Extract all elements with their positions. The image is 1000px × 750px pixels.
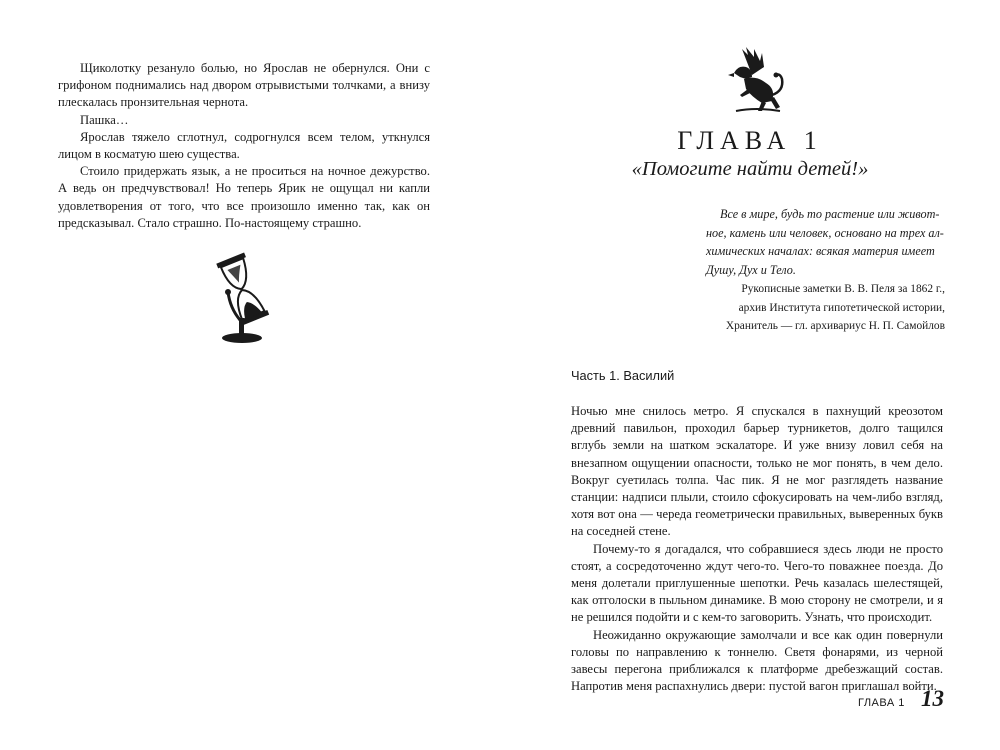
paragraph: Ярослав тяжело сглотнул, содрогнулся всем телом, уткнулся лицом в косматую шею существа. (58, 129, 430, 162)
paragraph: Ночью мне снилось метро. Я спускался в пахнущий креозотом древний павильон, проходил барьер турникетов, долго тащился вглубь земли на шатком эскалаторе. И уже внизу ловил себя на внезапном ощущении опасности, только не мог понять, в чем дело. Вокруг суетилась толпа. Час пик. Я не мог разглядеть название станции: надписи плыли, стоило сфокусировать на чем-либо взгляд, хотя вот она — череда геометрически правильных, выверенных букв на соседней стене. (571, 404, 943, 539)
epigraph (678, 205, 948, 279)
chapter-title: «Помогите найти детей!» (631, 158, 869, 180)
griffin-icon (722, 45, 788, 115)
epigraph-line: химических началах: всякая материя имеет (706, 244, 935, 258)
epigraph-source (625, 280, 945, 336)
page-number: 13 (921, 686, 944, 711)
right-body-text (571, 403, 943, 695)
epigraph-line: Все в мире, будь то растение или живот- (720, 207, 940, 221)
part-title: Часть 1. Василий (571, 368, 675, 383)
paragraph: Щиколотку резануло болью, но Ярослав не обернулся. Они с грифоном поднимались над двором отрывистыми толчками, а внизу плескалась пронзительная чернота. (58, 61, 430, 110)
source-line: Рукописные заметки В. В. Пеля за 1862 г., (741, 283, 945, 295)
chapter-number: ГЛАВА 1 (677, 126, 823, 155)
paragraph: Пашка… (80, 112, 129, 127)
paragraph: Стоило придержать язык, а не проситься на ночное дежурство. А ведь он предчувствовал! Но теперь Ярик не ощущал ни капли удовлетворения от того, что все произошло именно так, как он предсказывал. Стало страшно. По-настоящему страшно. (58, 164, 430, 230)
source-line: Хранитель — гл. архивариус Н. П. Самойлов (725, 320, 945, 332)
hourglass-icon (200, 248, 280, 348)
source-line: архив Института гипотетической истории, (738, 301, 945, 314)
running-head: ГЛАВА 1 (858, 697, 905, 709)
epigraph-line: Душу, Дух и Тело. (706, 262, 796, 277)
epigraph-line: ное, камень или человек, основано на трех ал- (706, 225, 944, 240)
paragraph: Неожиданно окружающие замолчали и все как один повернули головы по направлению к тоннелю. Светя фонарями, из черной завесы перегона приближался к платформе дребезжащий состав. Напротив меня распахнулись двери: пустой вагон приглашал войти. (571, 627, 943, 694)
left-body-text (58, 60, 430, 232)
paragraph: Почему-то я догадался, что собравшиеся здесь люди не просто стоят, а сосредоточенно ждут чего-то. Чего-то поважнее поезда. До меня долетали приглушенные шепотки. Речь казалась шелестящей, как отголоски в пыльном динамике. В мою сторону не смотрели, и я не решился подойти и с кем-то заговорить. Узнать, что происходит. (571, 541, 943, 625)
